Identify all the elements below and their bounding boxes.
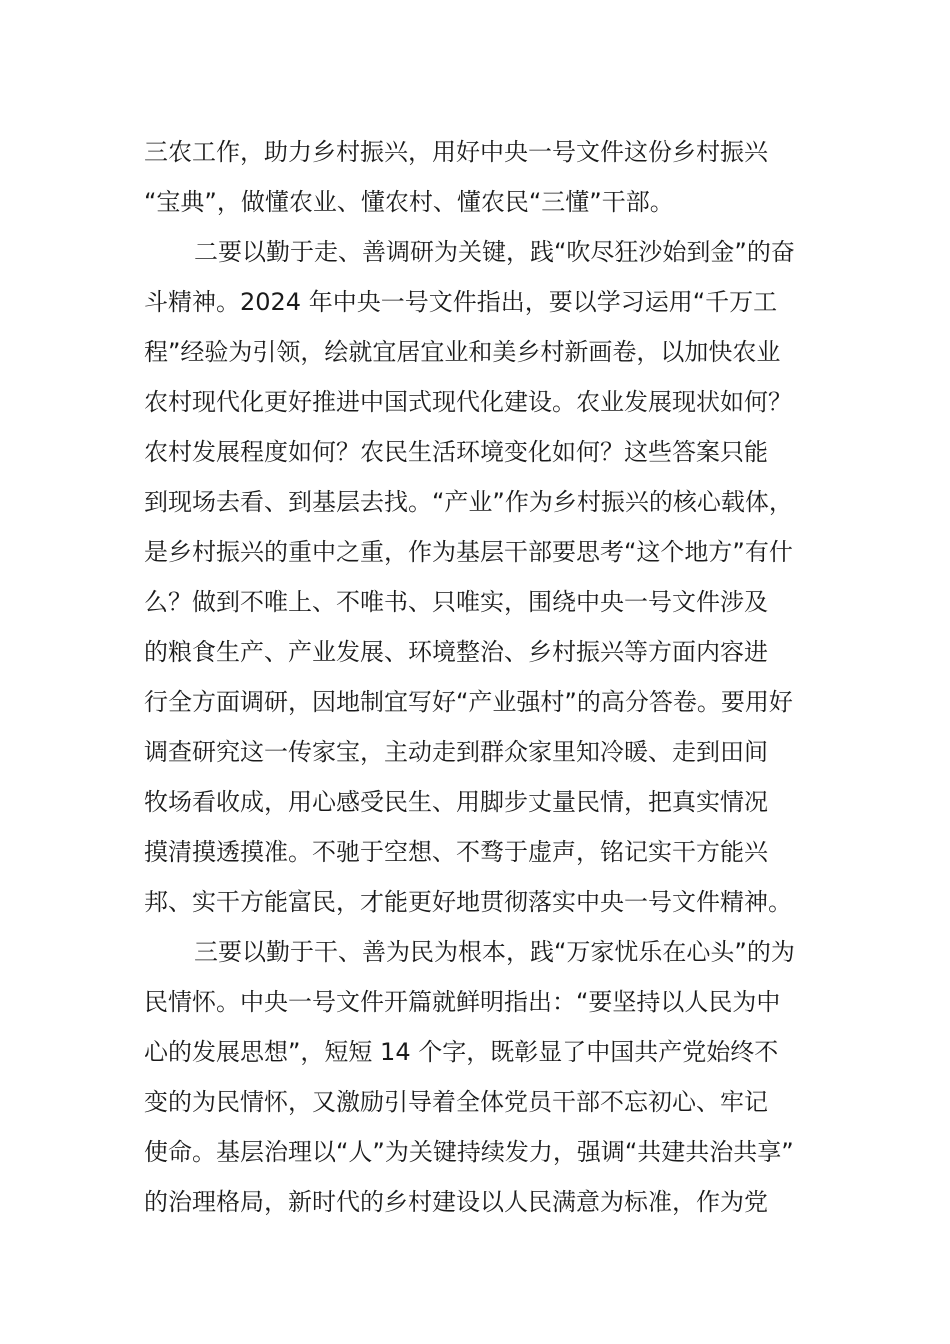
text-line: 行全方面调研，因地制宜写好“产业强村”的高分答卷。要用好 — [144, 688, 793, 716]
text-line: 么？做到不唯上、不唯书、只唯实，围绕中央一号文件涉及 — [144, 588, 768, 616]
text-line: 调查研究这一传家宝，主动走到群众家里知冷暖、走到田间 — [144, 738, 768, 766]
body-text — [144, 127, 814, 1227]
text-line: 牧场看收成，用心感受民生、用脚步丈量民情，把真实情况 — [144, 788, 768, 816]
text-line: 心的发展思想”，短短 14 个字，既彰显了中国共产党始终不 — [144, 1038, 779, 1066]
text-line: 农村发展程度如何？农民生活环境变化如何？这些答案只能 — [144, 438, 768, 466]
paragraph-start-line: 二要以勤于走、善调研为关键，践“吹尽狂沙始到金”的奋 — [194, 238, 795, 266]
text-line: 使命。基层治理以“人”为关键持续发力，强调“共建共治共享” — [144, 1138, 794, 1166]
text-line: 斗精神。2024 年中央一号文件指出，要以学习运用“千万工 — [144, 288, 778, 316]
text-line: 邦、实干方能富民，才能更好地贯彻落实中央一号文件精神。 — [144, 888, 792, 916]
paragraph-start-line: 三要以勤于干、善为民为根本，践“万家忧乐在心头”的为 — [194, 938, 795, 966]
text-line: 变的为民情怀，又激励引导着全体党员干部不忘初心、牢记 — [144, 1088, 768, 1116]
text-line: 是乡村振兴的重中之重，作为基层干部要思考“这个地方”有什 — [144, 538, 793, 566]
text-line: 民情怀。中央一号文件开篇就鲜明指出：“要坚持以人民为中 — [144, 988, 781, 1016]
text-line: 的粮食生产、产业发展、环境整治、乡村振兴等方面内容进 — [144, 638, 768, 666]
text-line: 三农工作，助力乡村振兴，用好中央一号文件这份乡村振兴 — [144, 138, 768, 166]
text-line: 的治理格局，新时代的乡村建设以人民满意为标准，作为党 — [144, 1188, 768, 1216]
text-line: 农村现代化更好推进中国式现代化建设。农业发展现状如何？ — [144, 388, 792, 416]
text-line: 程”经验为引领，绘就宜居宜业和美乡村新画卷，以加快农业 — [144, 338, 781, 366]
text-line: 摸清摸透摸准。不驰于空想、不骛于虚声，铭记实干方能兴 — [144, 838, 768, 866]
text-line: 到现场去看、到基层去找。“产业”作为乡村振兴的核心载体， — [144, 488, 793, 516]
text-line: “宝典”，做懂农业、懂农村、懂农民“三懂”干部。 — [144, 188, 674, 216]
